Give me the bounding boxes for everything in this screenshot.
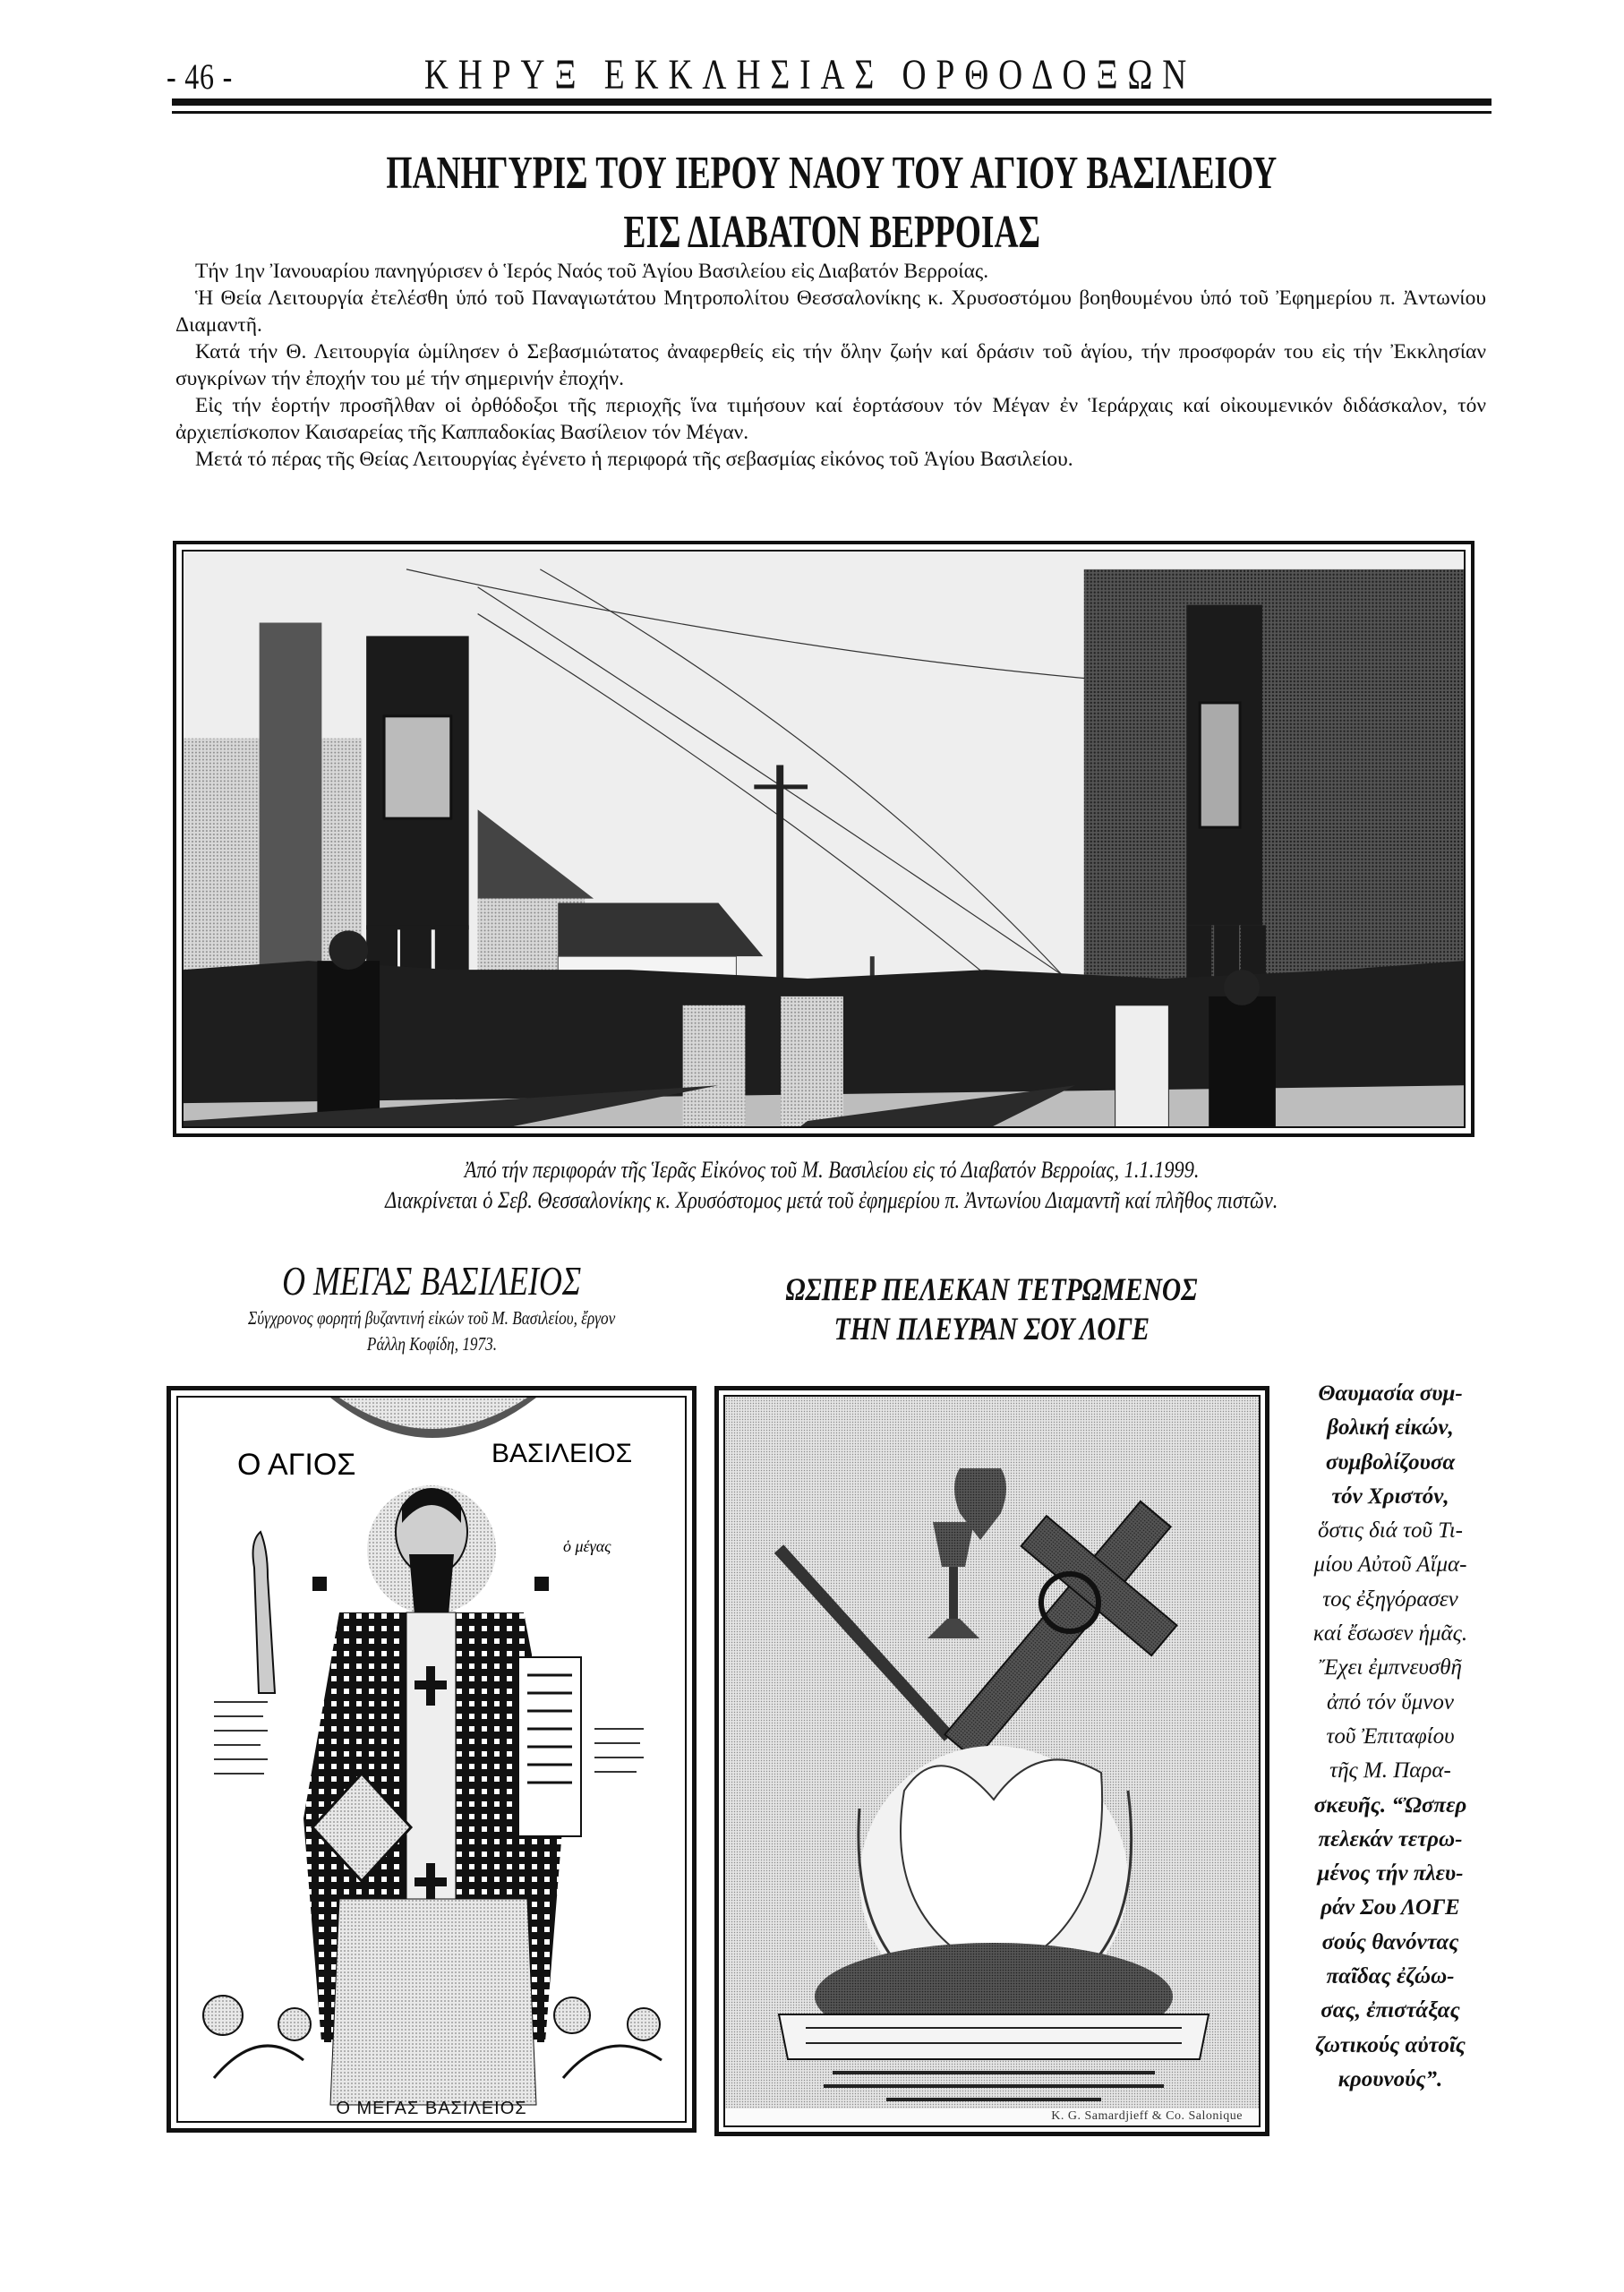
icon-subtitle-line-2: Ράλλη Κοφίδη, 1973. bbox=[366, 1333, 497, 1355]
description-line: ὅστις διά τοῦ Τι- bbox=[1317, 1518, 1464, 1544]
pelican-description bbox=[1278, 1377, 1502, 2097]
description-line: ράν Σου ΛΟΓΕ bbox=[1321, 1895, 1460, 1920]
description-line: παῖδας ἐζώω- bbox=[1326, 1964, 1455, 1989]
paragraph: Ἡ Θεία Λειτουργία ἐτελέσθη ὑπό τοῦ Παναγιωτάτου Μητροπολίτου Θεσσαλονίκης κ. Χρυσοστόμου βοηθουμένου ὑπό τοῦ Ἐφημερίου π. Ἀντωνίου Διαμαντῆ. bbox=[175, 286, 1486, 337]
icon-section-title: Ο ΜΕΓΑΣ ΒΑΣΙΛΕΙΟΣ bbox=[281, 1258, 582, 1304]
pelican-title-line-2: ΤΗΝ ΠΛΕΥΡΑΝ ΣΟΥ ΛΟΓΕ bbox=[833, 1311, 1150, 1347]
description-line: σκευῆς. “Ὠσπερ bbox=[1313, 1792, 1467, 1817]
icon-inscription-right: ΒΑΣΙΛΕΙΟΣ bbox=[491, 1439, 633, 1468]
running-title: ΚΗΡΥΞ ΕΚΚΛΗΣΙΑΣ ΟΡΘΟΔΟΞΩΝ bbox=[423, 51, 1197, 98]
article-body bbox=[175, 258, 1486, 473]
headline-line-1: ΠΑΝΗΓΥΡΙΣ ΤΟΥ ΙΕΡΟΥ ΝΑΟΥ ΤΟΥ ΑΓΙΟΥ ΒΑΣΙΛΕΙΟΥ bbox=[386, 148, 1278, 199]
description-line: τος ἐξηγόρασεν bbox=[1322, 1586, 1458, 1612]
pelican-title-line-1: ΩΣΠΕΡ ΠΕΛΕΚΑΝ ΤΕΤΡΩΜΕΝΟΣ bbox=[785, 1271, 1199, 1307]
icon-section-subtitle bbox=[167, 1305, 697, 1357]
paragraph: Τήν 1ην Ἰανουαρίου πανηγύρισεν ὁ Ἱερός Ναός τοῦ Ἁγίου Βασιλείου εἰς Διαβατόν Βερροίας. bbox=[195, 260, 989, 283]
description-line: συμβολίζουσα bbox=[1325, 1450, 1456, 1475]
photo-caption-line-2: Διακρίνεται ὁ Σεβ. Θεσσαλονίκης κ. Χρυσόστομος μετά τοῦ ἐφημερίου π. Ἀντωνίου Διαμαντῆ καί πλῆθος πιστῶν. bbox=[385, 1187, 1278, 1213]
icon-inscription-small: ὁ μέγας bbox=[563, 1537, 611, 1555]
description-line: τῆς Μ. Παρα- bbox=[1329, 1758, 1451, 1783]
header-rule-thin bbox=[172, 111, 1492, 114]
description-line: σας, ἐπιστάξας bbox=[1321, 1998, 1460, 2023]
description-line: μένος τήν πλευ- bbox=[1317, 1861, 1464, 1886]
description-line: κρουνούς”. bbox=[1338, 2066, 1443, 2091]
icon-image-label: Ο ΜΕΓΑΣ ΒΑΣΙΛΕΙΟΣ bbox=[336, 2099, 527, 2118]
description-line: μίου Αὐτοῦ Αἵμα- bbox=[1313, 1552, 1467, 1578]
st-basil-icon bbox=[167, 1386, 697, 2133]
photo-caption-line-1: Ἀπό τήν περιφοράν τῆς Ἱερᾶς Εἰκόνος τοῦ Μ. Βασιλείου εἰς τό Διαβατόν Βερροίας, 1.1.1999. bbox=[464, 1157, 1200, 1183]
paragraph: Εἰς τήν ἑορτήν προσῆλθαν οἱ ὀρθόδοξοι τῆς περιοχῆς ἵνα τιμήσουν καί ἑορτάσουν τόν Μέγαν ἐν Ἱεράρχαις καί οἰκουμενικόν διδάσκαλον, τόν ἀρχιεπίσκοπον Καισαρείας τῆς Καππαδοκίας Βασίλειον τόν Μέγαν. bbox=[175, 394, 1486, 444]
procession-photo-image bbox=[184, 552, 1464, 1126]
description-line: τόν Χριστόν, bbox=[1331, 1484, 1449, 1509]
st-basil-icon-image bbox=[178, 1398, 685, 2121]
description-line: Θαυμασία συμ- bbox=[1318, 1381, 1463, 1406]
printer-credit: K. G. Samardjieff & Co. Salonique bbox=[1051, 2109, 1243, 2123]
description-line: Ἔχει ἐμπνευσθῆ bbox=[1319, 1655, 1462, 1681]
icon-inscription-left: Ο ΑΓΙΟΣ bbox=[237, 1448, 356, 1482]
description-line: βολική εἰκών, bbox=[1327, 1415, 1454, 1441]
pelican-engraving bbox=[714, 1386, 1269, 2136]
paragraph: Μετά τό πέρας τῆς Θείας Λειτουργίας ἐγένετο ἡ περιφορά τῆς σεβασμίας εἰκόνος τοῦ Ἁγίου Βασιλείου. bbox=[195, 448, 1073, 471]
page-number: - 46 - bbox=[167, 56, 234, 97]
headline-line-2: ΕΙΣ ΔΙΑΒΑΤΟΝ ΒΕΡΡΟΙΑΣ bbox=[623, 207, 1040, 258]
photo-caption bbox=[172, 1155, 1492, 1216]
pelican-engraving-image bbox=[725, 1397, 1259, 2125]
description-line: τοῦ Ἐπιταφίου bbox=[1326, 1723, 1455, 1749]
description-line: πελεκάν τετρω- bbox=[1318, 1826, 1463, 1852]
paragraph: Κατά τήν Θ. Λειτουργία ὡμίλησεν ὁ Σεβασμιώτατος ἀναφερθείς εἰς τήν ὅλην ζωήν καί δράσιν τοῦ ἁγίου, τήν προσφοράν του εἰς τήν Ἐκκλησίαν συγκρίνων τήν ἐποχήν του μέ τήν σημερινήν ἐποχήν. bbox=[175, 340, 1486, 390]
article-subheadline bbox=[172, 206, 1492, 259]
icon-subtitle-line-1: Σύγχρονος φορητή βυζαντινή εἰκών τοῦ Μ. Βασιλείου, ἔργον bbox=[247, 1307, 616, 1329]
pelican-section-title bbox=[714, 1270, 1269, 1348]
description-line: καί ἔσωσεν ἡμᾶς. bbox=[1312, 1621, 1468, 1646]
description-line: ζωτικούς αὐτοῖς bbox=[1315, 2032, 1466, 2057]
description-line: ἀπό τόν ὕμνον bbox=[1327, 1689, 1454, 1715]
article-headline bbox=[172, 147, 1492, 200]
header-rule-thick bbox=[172, 98, 1492, 106]
procession-photo bbox=[173, 541, 1474, 1137]
description-line: σούς θανόντας bbox=[1321, 1929, 1459, 1954]
